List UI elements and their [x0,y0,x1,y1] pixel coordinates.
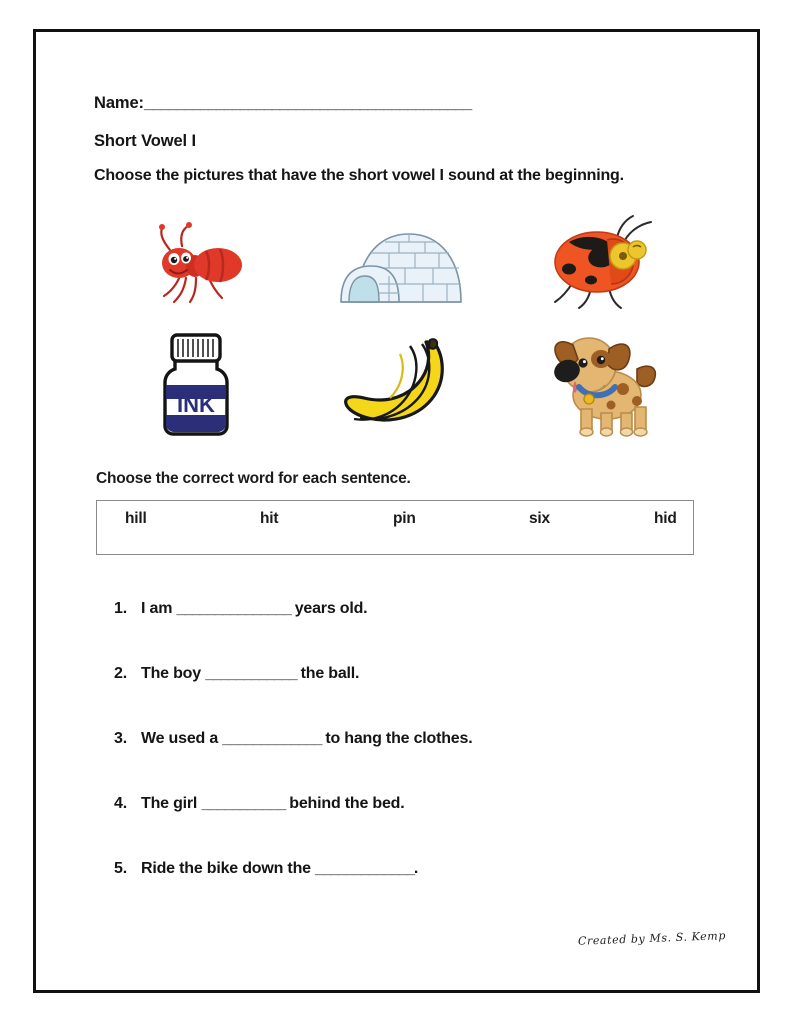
sentence-after-1: years old. [290,600,368,617]
sentence-blank-1[interactable]: _______________ [176,600,291,617]
word-bank-item-4[interactable]: hid [654,510,677,527]
picture-cell-bananas[interactable] [298,324,502,444]
ink-bottle-icon [153,329,239,439]
worksheet-page [33,29,760,993]
sentence-blank-5[interactable]: _____________ [315,860,414,877]
word-bank-item-1[interactable]: hit [260,510,279,527]
sentence-after-2: the ball. [296,665,360,682]
sentence-before-5: Ride the bike down the [141,860,316,877]
sentence-row-4 [114,795,694,860]
sentence-row-5 [114,860,694,925]
sentence-instruction: Choose the correct word for each sentence. [96,470,411,487]
igloo-icon [333,214,468,314]
sentence-before-3: We used a [141,730,223,747]
sentence-blank-3[interactable]: _____________ [222,730,322,747]
ant-icon [136,216,256,312]
sentence-number-4: 4. [114,795,127,812]
sentence-number-5: 5. [114,860,127,877]
sentence-text-2 [141,665,359,683]
sentence-number-1: 1. [114,600,127,617]
picture-cell-igloo[interactable] [298,204,502,324]
name-label: Name: [94,94,144,112]
ladybug-icon [547,214,662,314]
sentence-after-5: . [413,860,419,877]
sentence-row-2 [114,665,694,730]
sentence-after-4: behind the bed. [285,795,405,812]
sentence-row-1 [114,600,694,665]
word-bank-item-0[interactable]: hill [125,510,147,527]
name-field-row [94,94,471,113]
sentence-number-2: 2. [114,665,127,682]
sentence-before-1: I am [141,600,177,617]
picture-row-2 [94,324,706,444]
dog-icon [545,329,663,439]
sentence-list [114,600,694,925]
sentence-text-3 [141,730,472,748]
sentence-before-2: The boy [141,665,206,682]
sentence-text-4 [141,795,405,813]
picture-instruction: Choose the pictures that have the short vowel I sound at the beginning. [94,167,624,184]
name-write-line[interactable]: _________________________________________ [143,94,471,112]
sentence-text-5 [141,860,418,878]
word-bank-item-3[interactable]: six [529,510,550,527]
word-bank-words [97,501,693,528]
sentence-row-3 [114,730,694,795]
picture-cell-ant[interactable] [94,204,298,324]
bananas-icon [338,334,463,434]
sentence-blank-4[interactable]: ___________ [201,795,286,812]
worksheet-content [36,32,757,990]
picture-grid [94,204,706,444]
sentence-blank-2[interactable]: ____________ [205,665,297,682]
sentence-text-1 [141,600,367,618]
word-bank-box [96,500,694,555]
picture-row-1 [94,204,706,324]
page-title: Short Vowel I [94,132,196,150]
ink-label-text: INK [177,392,215,417]
sentence-before-4: The girl [141,795,202,812]
sentence-number-3: 3. [114,730,127,747]
picture-cell-dog[interactable] [502,324,706,444]
picture-cell-ink-bottle[interactable] [94,324,298,444]
word-bank-item-2[interactable]: pin [393,510,416,527]
picture-cell-ladybug[interactable] [502,204,706,324]
sentence-after-3: to hang the clothes. [321,730,473,747]
author-signature: Created by Ms. S. Kemp [577,929,727,948]
